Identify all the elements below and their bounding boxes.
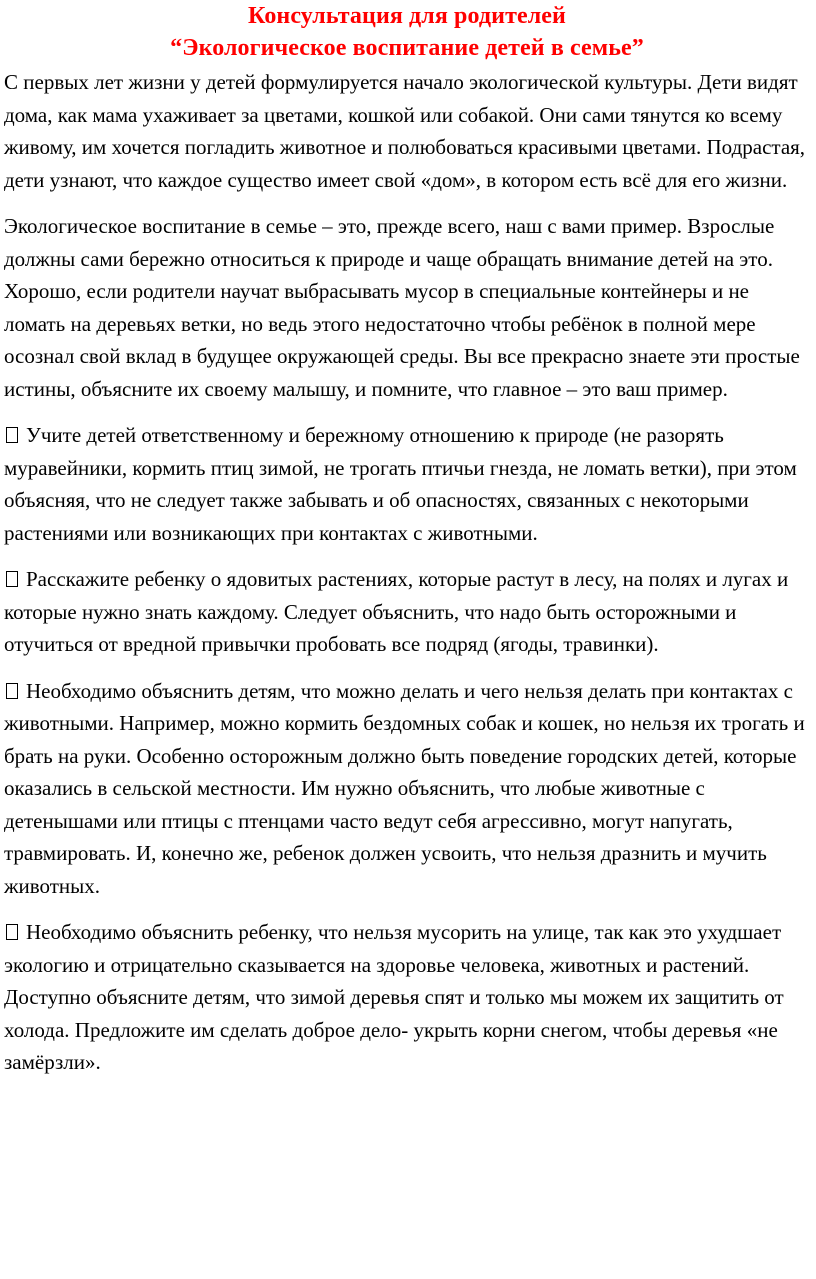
box-bullet-icon	[6, 924, 18, 940]
box-bullet-icon	[6, 683, 18, 699]
document-title: Консультация для родителей	[248, 3, 566, 29]
box-bullet-icon	[6, 427, 18, 443]
body-paragraph: Экологическое воспитание в семье – это, прежде всего, наш с вами пример. Взрослые должны сами бережно относиться к природе и чаще обращать внимание детей на это. Хорошо, если родители научат выбрасывать мусор в специальные контейнеры и не ломать на деревьях ветки, но ведь этого недостаточно чтобы ребёнок в полной мере осознал свой вклад в будущее окружающей среды. Вы все прекрасно знаете эти простые истины, объясните их своему малышу, и помните, что главное – это ваш пример.	[4, 214, 800, 401]
bullet-item	[4, 916, 810, 1079]
bullet-text: Учите детей ответственному и бережному отношению к природе (не разорять муравейники, кормить птиц зимой, не трогать птичьи гнезда, не ломать ветки), при этом объясняя, что не следует также забывать и об опасностях, связанных с некоторыми растениями или возникающих при контактах с животными.	[4, 423, 797, 545]
bullet-item	[4, 563, 810, 661]
bullet-text: Необходимо объяснить ребенку, что нельзя мусорить на улице, так как это ухудшает экологию и отрицательно сказывается на здоровье человека, животных и растений. Доступно объясните детям, что зимой деревья спят и только мы можем их защитить от холода. Предложите им сделать доброе дело- укрыть корни снегом, чтобы деревья «не замёрзли».	[4, 920, 784, 1074]
document-subtitle: “Экологическое воспитание детей в семье”	[170, 35, 644, 61]
bullet-text: Расскажите ребенку о ядовитых растениях, которые растут в лесу, на полях и лугах и которые нужно знать каждому. Следует объяснить, что надо быть осторожными и отучиться от вредной привычки пробовать все подряд (ягоды, травинки).	[4, 567, 789, 656]
bullet-text: Необходимо объяснить детям, что можно делать и чего нельзя делать при контактах с животными. Например, можно кормить бездомных собак и кошек, но нельзя их трогать и брать на руки. Особенно осторожным должно быть поведение городских детей, которые оказались в сельской местности. Им нужно объяснить, что любые животные с детенышами или птицы с птенцами часто ведут себя агрессивно, могут напугать, травмировать. И, конечно же, ребенок должен усвоить, что нельзя дразнить и мучить животных.	[4, 678, 805, 898]
box-bullet-icon	[6, 571, 18, 587]
bullet-item	[4, 675, 810, 903]
body-paragraph: С первых лет жизни у детей формулируется начало экологической культуры. Дети видят дома, как мама ухаживает за цветами, кошкой или собакой. Они сами тянутся ко всему живому, им хочется погладить животное и полюбоваться красивыми цветами. Подрастая, дети узнают, что каждое существо имеет свой «дом», в котором есть всё для его жизни.	[4, 70, 806, 192]
bullet-item	[4, 419, 810, 549]
